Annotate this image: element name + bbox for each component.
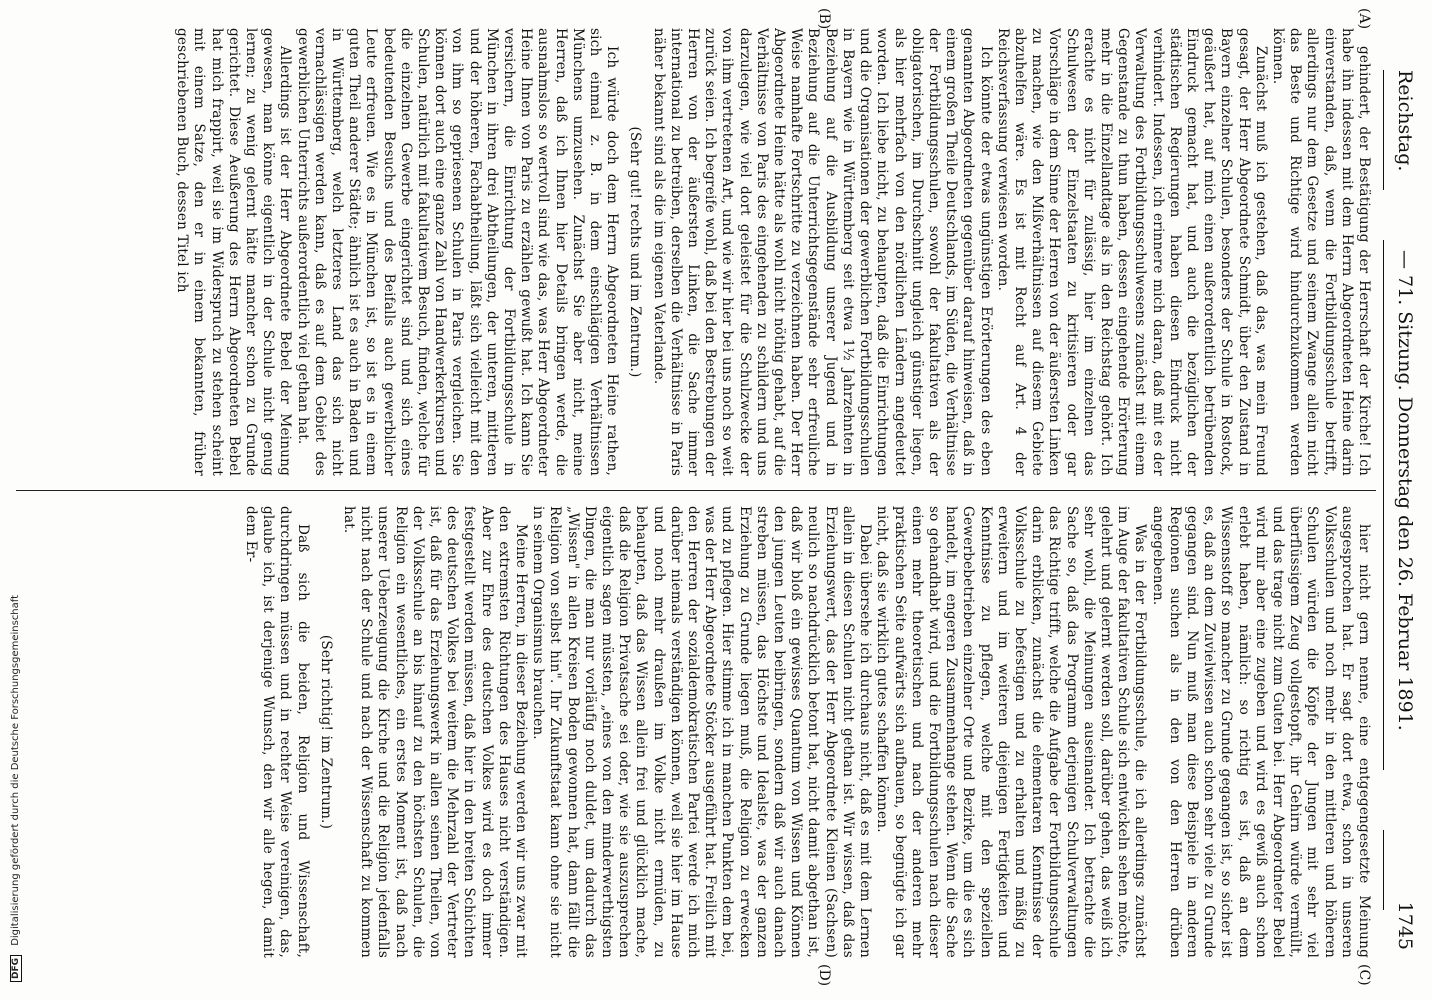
header-rule-left xyxy=(1383,70,1384,190)
page-number: 1745 xyxy=(1394,901,1416,950)
margin-mark-c: (C) xyxy=(1356,964,1372,986)
header-rule-center xyxy=(1383,240,1384,770)
header-rule-right xyxy=(1383,830,1384,910)
dfg-logo: DFG xyxy=(10,955,22,982)
header-center: — 71. Sitzung. Donnerstag den 26. Februar 1891. xyxy=(1394,250,1416,731)
left-column xyxy=(17,28,1372,476)
column-divider xyxy=(16,490,1376,491)
margin-mark-d: (D) xyxy=(816,964,832,987)
margin-mark-b: (B) xyxy=(816,8,832,30)
digitization-footer xyxy=(2,0,22,990)
paragraph: gehindert, der Bestätigung der Herrschaft der Kirche! Ich habe ihn indessen mit dem Herrn Abgeordneten Heine darin einverstanden, daß, wenn die Fortbildungsschule betrifft, allerdings nur dem Gesetze und seinem Zwange allein nicht das Beste und Richtige wird hindurchzukommen werden können. xyxy=(1269,28,1372,476)
right-column xyxy=(17,506,1372,958)
paragraph: Dabei übersehe ich durchaus nicht, daß es mit dem Lernen allein in diesen Schulen nicht gethan ist. Wir wissen, daß das Erziehungswert, das der Herr Abgeordnete Kleinen (Sachsen) neulich so nachdrücklich betont hat, nicht damit abgethan ist, daß wir bloß ein gewisses Quantum von Wissen und Können den jungen Leuten beibringen, sondern daß wir auch danach streben müssen, das Höchste und Idealste, was der ganzen Erziehung zu Grunde liegen muß, die Religion zu erwecken und zu pflegen. Hier stimme ich in manchen Punkten dem bei, was der Herr Abgeordnete Stöcker ausgeführt hat. Freilich mit den Herren der sozialdemokratischen Partei werde ich mich darüber niemals verständigen können, weil sie hier im Hause und noch mehr draußen im Volke nicht ermüden, zu behaupten, daß das Wissen allein frei und glücklich mache, daß die Religion Privatsache sei oder, wie sie auszusprechen eigentlich sagen müssten, „eines von den minderwerthigsten Dingen, die man nur vorläufig noch duldet, um dadurch das „Wissen" in allen Kreisen Boden gewonnen hat, dann fällt die Religion von selbst hin". Ihr Zukunftstaat kann ohne sie nicht in seinem Organismus brauchen. xyxy=(530,506,874,958)
paragraph: Was in der Fortbildungsschule, die ich allerdings zunächst im Auge der fakultativen Schule sich entwickeln sehen möchte, gelehrt und gelernt werden soll, darüber gehen, das weiß ich sehr wohl, die Meinungen auseinander. Ich betrachte die Sache so, daß das Programm derjenigen Schulverwaltungen das Richtige trifft, welche die Aufgabe der Fortbildungsschule darin erblicken, zunächst die elementaren Kenntnisse der Volksschule zu befestigen und zu erhalten und mäßig zu erweitern und im weiteren diejenigen Fertigkeiten und Kenntnisse zu pflegen, welche mit den speziellen Gewerbebetrieben einzelner Orte und Bezirke, um die es sich handelt, im engeren Zusammenhange stehen. Wenn die Sache so gehandhabt wird, und die Fortbildungsschulen nach dieser einen mehr theoretischen und nach der anderen mehr praktischen Seite aufwärts sich aufbauen, so begnügte ich gar nicht, daß sie wirklich gutes schaffen können. xyxy=(874,506,1149,958)
footer-text: Digitalisierung gefördert durch die Deutsche Forschungsgemeinschaft xyxy=(10,594,21,946)
paragraph: Zunächst muß ich gestehen, daß das, was mein Freund gesagt, der Herr Abgeordnete Schmidt, über den Zustand in Bayern einzelner Schulen, besonders der Schule in Rostock, geäußert hat, auf mich einen außerordentlich betrübenden Eindruck gemacht hat, und auch die bezüglichen der städtischen Regierungen haben diesen Eindruck nicht verhindert. Indessen, ich erinnere mich daran, daß mit es der Verwaltung des Fortbildungsschulwesens zunächst mit einem Gegenstande zu thun haben, dessen eingehende Erörterung mehr in die Einzellandtage als in den Reichstag gehört. Ich erachte es nicht für zulässig, hier im einzelnen das Schulwesen der Einzelstaaten zu kritisieren oder gar Vorschläge in dem Sinne der Herren von der äußersten Linken zu machen, wie den Mißverhältnissen auf diesem Gebiete abzuhelfen wäre. Es ist mit Recht auf Art. 4 der Reichsverfassung verwiesen worden. xyxy=(994,28,1269,476)
paragraph: Allerdings ist der Herr Abgeordnete Bebel der Meinung gewesen, man könne eigentlich in der Schule nicht genug lernen; zu wenig gelernt hätte mancher schon zu Grunde gerichtet. Diese Aeußerung des Herrn Abgeordneten Bebel hat mich frappirt, weil sie im Widerspruch zu stehen scheint mit einem Satze, den er in einem bekannten, früher geschriebenen Buch, dessen Titel ich xyxy=(174,28,294,476)
paragraph: Meine Herren, in dieser Beziehung werden wir uns zwar mit den extremsten Richtungen des Hauses nicht verständigen. Aber zur Ehre des deutschen Volkes wird es doch immer festgestellt werden müssen, daß hier in den breiten Schichten des deutschen Volkes bei weitem die Mehrzahl der Vertreter ist, daß für das Erziehungswerk in allen seinen Theilen, von der Volksschule an bis hinauf zu den höchsten Schulen, die Religion ein wesentliches, ein erstes Moment ist, daß nach unserer Ueberzeugung die Kirche und die Religion jedenfalls nicht nach der Schule und nach der Wissenschaft zu kommen hat. xyxy=(341,506,530,958)
paragraph: Daß sich die beiden, Religion und Wissenschaft, durchdringen müssen und in rechter Weise vereinigen, das, glaube ich, ist derjenige Wunsch, den wir alle hegen, damit dem Er- xyxy=(243,506,311,958)
paragraph: Ich könnte der etwas ungünstigen Erörterungen des eben genannten Abgeordneten gegenüber darauf hinweisen, daß in einem großen Theile Deutschlands, im Süden, die Verhältnisse der Fortbildungsschulen, sowohl der fakultativen als der obligatorischen, im Durchschnitt ungleich günstiger liegen, als hier mehrfach von den nördlichen Ländern angedeutet worden. Ich liebe nicht, zu behaupten, daß die Einrichtungen und die Organisationen der gewerblichen Fortbildungsschulen in Bayern wie in Württemberg seit etwa 1½ Jahrzehnten in Beziehung auf die Ausbildung unserer Jugend und in Beziehung auf die Unterrichtsgegenstände sehr erfreuliche Weise namhafte Fortschritte zu verzeichnen haben. Der Herr Abgeordnete Heine hätte als wohl nicht nöthig gehabt, auf die Verhältnisse von Paris des eingehenden zu schildern und uns darzulegen, wie viel dort geleistet für die Schulzwecke der von ihm vertretenen Art, und wie wir hier bei uns noch so weit zurück seien. Ich begreife wohl, daß bei den Bestrebungen der Herren von der äußersten Linken, die Sache immer international zu betreiben, derselben die Verhältnisse in Paris näher bekannt sind als die im eigenen Vaterlande. xyxy=(650,28,994,476)
paragraph: Ich würde doch dem Herrn Abgeordneten Heine rathen, sich einmal z. B. in dem einschlägigen Verhältnissen Münchens umzusehen. Zunächst Sie aber nicht, meine Herren, daß ich Ihnen hier Details bringen werde, die ausnahmslos so wertvoll sind wie das, was Herr Abgeordneter Heine Ihnen von Paris zu erzählen gewußt hat. Ich kann Sie versichern, die Einrichtung der Fortbildungsschule in München in ihren drei Abtheilungen, der unteren, mittleren und der höheren, Fachabtheilung, läßt sich vielleicht mit den von ihm so gepriesenen Schulen in Paris vergleichen. Sie können dort auch eine ganze Zahl von Handwerkerkursen und Schulen, natürlich mit fakultativem Besuch, finden, welche für die einzelnen Gewerbe eingerichtet sind und sich eines bedeutenden Besuchs und des Beifalls auch gewerblicher Leute erfreuen. Wie es in München ist, so ist es in einem guten Theil anderer Städte; ähnlich ist es auch in Baden und in Württemberg, welch letzteres Land das sich nicht vernachlässigen werden kann, daß es auf dem Gebiet des gewerblichen Unterrichts außerordentlich viel gethan hat. xyxy=(294,28,621,476)
interjection: (Sehr gut! rechts und im Zentrum.) xyxy=(627,126,644,378)
running-header xyxy=(1382,70,1422,950)
margin-mark-a: (A) xyxy=(1356,8,1372,30)
interjection: (Sehr richtig! im Zentrum.) xyxy=(317,634,334,830)
paragraph: hier nicht gern nenne, eine entgegengesetzte Meinung ausgesprochen hat. Er sagt dort etwa, schon in unseren Volksschulen und noch mehr in den mittleren und höheren Schulen würden die Köpfe der Jungen mit sehr viel überflüssigem Zeug vollgestopft, ihr Gehirn würde vermüllt, und das trage nicht zum Guten bei. Herr Abgeordneter Bebel wird mir aber eine zugeben und wird es gewiß auch schon erlebt haben, nämlich: so richtig es ist, daß an dem Wissensstoff so mancher zu Grunde gegangen ist, so sicher ist es, daß an dem Zuvielwissen auch schon sehr viele zu Grunde gegangen sind. Nun muß man diese Beispiele in anderen Regionen suchen als in den von den Herren drüben angegebenen. xyxy=(1149,506,1372,958)
header-left: Reichstag. xyxy=(1394,70,1416,172)
